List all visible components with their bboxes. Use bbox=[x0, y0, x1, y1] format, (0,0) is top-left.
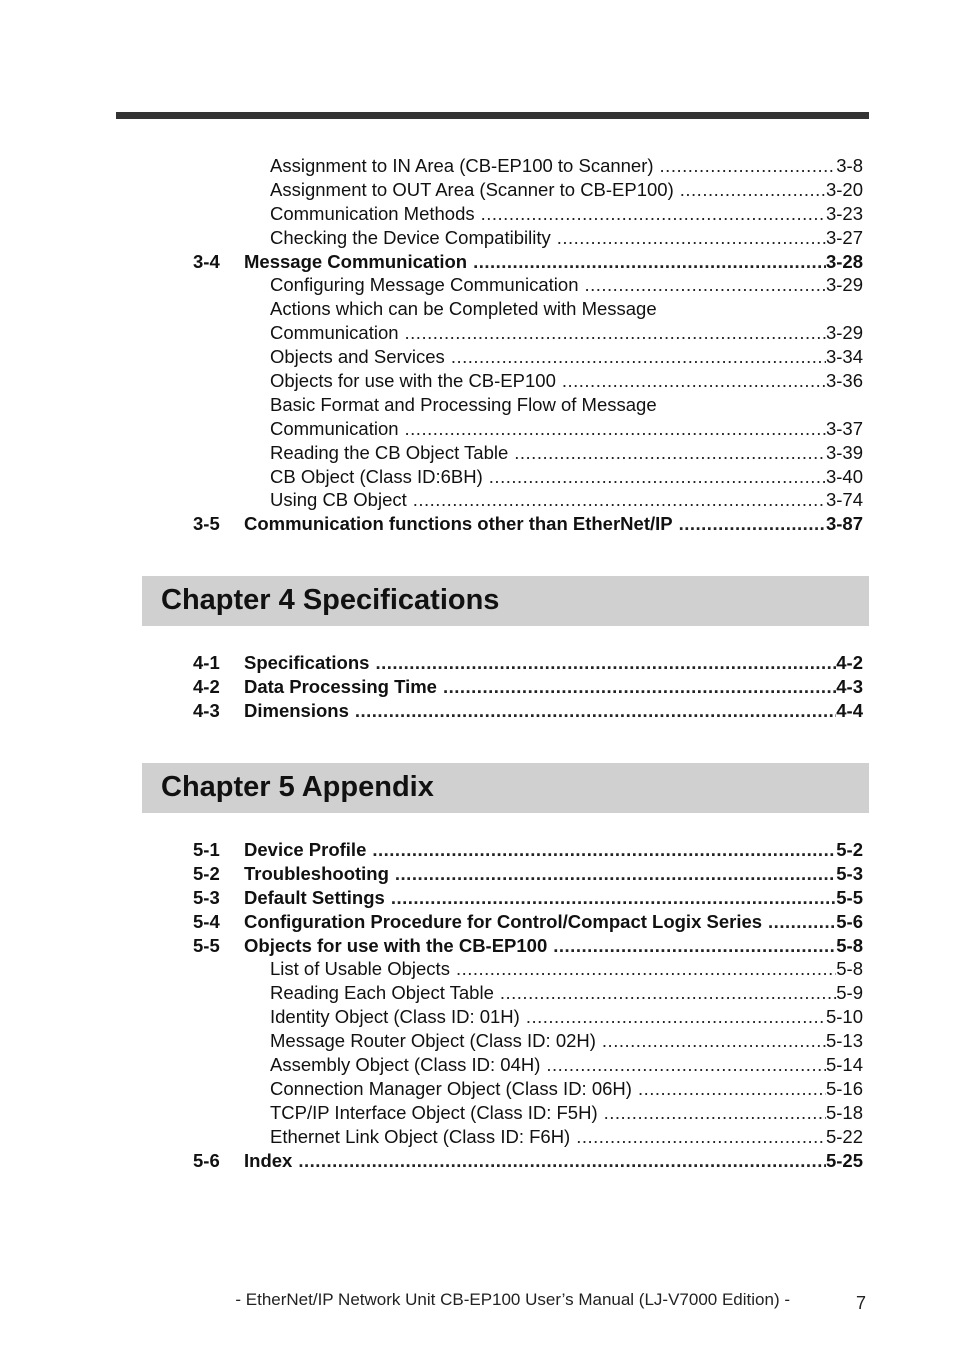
toc-leader-dots bbox=[349, 699, 836, 723]
toc-leader-dots bbox=[369, 651, 836, 675]
toc-entry-page: 3-27 bbox=[825, 226, 863, 248]
toc-leader-dots bbox=[540, 1053, 826, 1077]
toc-entry[interactable] bbox=[193, 910, 863, 934]
toc-entry-title: Troubleshooting bbox=[244, 862, 389, 884]
toc-entry[interactable] bbox=[193, 886, 863, 910]
toc-entry-page: 5-9 bbox=[836, 982, 863, 1004]
toc-entry-page: 5-3 bbox=[836, 862, 863, 884]
toc-leader-dots bbox=[399, 321, 826, 345]
toc-entry[interactable] bbox=[193, 1029, 863, 1053]
toc-entry-number: 5-4 bbox=[193, 910, 220, 932]
toc-entry[interactable] bbox=[193, 273, 863, 297]
toc-entry-title: Configuration Procedure for Control/Compact Logix Series bbox=[244, 910, 763, 932]
toc-leader-dots bbox=[292, 1149, 826, 1173]
toc-leader-dots bbox=[762, 910, 836, 934]
toc-leader-dots bbox=[467, 250, 826, 274]
toc-entry-title: Assignment to OUT Area (Scanner to CB-EP100) bbox=[270, 178, 674, 200]
toc-entry-title: List of Usable Objects bbox=[270, 958, 450, 980]
page-number: 7 bbox=[856, 1293, 867, 1313]
toc-entry-title: Connection Manager Object (Class ID: 06H) bbox=[270, 1077, 632, 1099]
toc-entry-page: 5-10 bbox=[825, 1006, 863, 1028]
toc-entry-number: 3-5 bbox=[193, 513, 220, 535]
toc-entry-page: 5-5 bbox=[836, 886, 863, 908]
toc-leader-dots bbox=[366, 838, 836, 862]
toc-entry-number: 5-1 bbox=[193, 839, 220, 860]
toc-entry-title: Message Communication bbox=[244, 250, 468, 272]
toc-leader-dots bbox=[407, 488, 826, 512]
toc-leader-dots bbox=[598, 1101, 826, 1125]
toc-entry-title: Configuring Message Communication bbox=[270, 274, 579, 296]
toc-entry-page: 3-29 bbox=[825, 322, 863, 344]
chapter-5-title: Chapter 5 Appendix bbox=[161, 771, 434, 803]
toc-entry[interactable] bbox=[193, 1125, 863, 1149]
toc-entry-page: 3-28 bbox=[825, 250, 863, 272]
toc-entry[interactable] bbox=[193, 1005, 863, 1029]
toc-entry-title: Assignment to IN Area (CB-EP100 to Scanner) bbox=[270, 155, 654, 176]
toc-entry-title: Default Settings bbox=[244, 886, 385, 908]
toc-leader-dots bbox=[508, 441, 826, 465]
toc-entry-title: Objects for use with the CB-EP100 bbox=[244, 934, 548, 956]
toc-entry-page: 5-13 bbox=[825, 1030, 863, 1052]
toc-entry[interactable] bbox=[193, 862, 863, 886]
toc-entry-page: 3-34 bbox=[825, 346, 863, 368]
toc-entry-page: 3-40 bbox=[825, 465, 863, 487]
top-rule bbox=[116, 112, 869, 119]
toc-section-3-continued bbox=[193, 154, 863, 536]
toc-leader-dots bbox=[596, 1029, 826, 1053]
toc-entry[interactable] bbox=[193, 465, 863, 489]
toc-entry[interactable] bbox=[193, 512, 863, 536]
toc-entry[interactable] bbox=[193, 1149, 863, 1173]
toc-leader-dots bbox=[654, 154, 837, 178]
toc-entry-page: 5-8 bbox=[836, 934, 863, 956]
toc-leader-dots bbox=[483, 465, 826, 489]
toc-entry-title: Using CB Object bbox=[270, 489, 407, 511]
toc-entry-title: Message Router Object (Class ID: 02H) bbox=[270, 1030, 596, 1052]
toc-entry[interactable] bbox=[193, 226, 863, 250]
toc-entry-page: 3-36 bbox=[825, 370, 863, 392]
toc-entry-title: Assembly Object (Class ID: 04H) bbox=[270, 1054, 541, 1076]
toc-leader-dots bbox=[437, 675, 836, 699]
toc-entry-number: 4-3 bbox=[193, 699, 220, 721]
toc-entry[interactable] bbox=[193, 957, 863, 981]
toc-entry[interactable] bbox=[193, 441, 863, 465]
footer-manual-title: - EtherNet/IP Network Unit CB-EP100 User’s Manual (LJ-V7000 Edition) - bbox=[235, 1290, 790, 1309]
chapter-4-title: Chapter 4 Specifications bbox=[161, 584, 500, 616]
toc-chapter-5 bbox=[193, 838, 863, 1172]
toc-leader-dots bbox=[578, 273, 825, 297]
toc-entry[interactable] bbox=[193, 488, 863, 512]
toc-entry-title: Reading the CB Object Table bbox=[270, 441, 509, 463]
toc-leader-dots bbox=[399, 417, 826, 441]
toc-entry-page: 3-8 bbox=[836, 155, 863, 176]
toc-entry-page: 5-8 bbox=[836, 958, 863, 980]
toc-leader-dots bbox=[520, 1005, 826, 1029]
toc-entry-page: 5-6 bbox=[836, 910, 863, 932]
toc-entry-page: 3-39 bbox=[825, 441, 863, 463]
toc-entry-page: 3-87 bbox=[825, 513, 863, 535]
toc-leader-dots bbox=[494, 981, 836, 1005]
toc-entry-page: 4-4 bbox=[836, 699, 863, 721]
toc-leader-dots bbox=[551, 226, 826, 250]
toc-entry-page: 5-2 bbox=[836, 839, 863, 860]
toc-entry-title: Data Processing Time bbox=[244, 675, 437, 697]
toc-leader-dots bbox=[445, 345, 826, 369]
toc-entry-page: 5-25 bbox=[825, 1149, 863, 1171]
toc-entry-page: 3-20 bbox=[825, 178, 863, 200]
toc-entry-title: Checking the Device Compatibility bbox=[270, 226, 551, 248]
toc-entry[interactable] bbox=[193, 321, 863, 345]
toc-entry[interactable] bbox=[193, 1053, 863, 1077]
toc-entry[interactable] bbox=[193, 934, 863, 958]
chapter-5-heading bbox=[142, 763, 869, 813]
toc-entry-title: Objects for use with the CB-EP100 bbox=[270, 370, 556, 392]
toc-entry[interactable] bbox=[193, 345, 863, 369]
toc-entry[interactable] bbox=[193, 417, 863, 441]
chapter-4-heading bbox=[142, 576, 869, 626]
toc-entry-title: Dimensions bbox=[244, 699, 349, 721]
toc-entry-page: 3-23 bbox=[825, 202, 863, 224]
toc-entry-page: 4-3 bbox=[836, 675, 863, 697]
toc-entry[interactable] bbox=[193, 651, 863, 675]
toc-leader-dots bbox=[632, 1077, 826, 1101]
toc-entry-page: 4-2 bbox=[836, 652, 863, 673]
toc-entry-title: Ethernet Link Object (Class ID: F6H) bbox=[270, 1125, 571, 1147]
toc-entry-page: 3-37 bbox=[825, 417, 863, 439]
toc-entry-title: Index bbox=[244, 1149, 293, 1171]
toc-entry[interactable] bbox=[193, 369, 863, 393]
toc-entry-title: Objects and Services bbox=[270, 346, 445, 368]
toc-leader-dots bbox=[389, 862, 836, 886]
toc-entry-title: Basic Format and Processing Flow of Message bbox=[270, 393, 657, 415]
toc-entry[interactable] bbox=[193, 393, 863, 417]
toc-entry-title: CB Object (Class ID:6BH) bbox=[270, 465, 483, 487]
toc-entry[interactable] bbox=[193, 178, 863, 202]
toc-entry[interactable] bbox=[193, 675, 863, 699]
toc-entry-page: 3-74 bbox=[825, 489, 863, 511]
toc-entry-title: Communication Methods bbox=[270, 202, 475, 224]
toc-entry-title: TCP/IP Interface Object (Class ID: F5H) bbox=[270, 1101, 598, 1123]
toc-entry-page: 5-16 bbox=[825, 1077, 863, 1099]
toc-entry-title: Communication bbox=[270, 417, 399, 439]
toc-entry-number: 4-1 bbox=[193, 652, 220, 673]
toc-leader-dots bbox=[556, 369, 826, 393]
toc-leader-dots bbox=[570, 1125, 826, 1149]
toc-entry-title: Communication functions other than EtherNet/IP bbox=[244, 513, 673, 535]
toc-entry-page: 5-22 bbox=[825, 1125, 863, 1147]
toc-entry-title: Specifications bbox=[244, 652, 370, 673]
toc-entry-page: 5-18 bbox=[825, 1101, 863, 1123]
toc-entry-number: 5-2 bbox=[193, 862, 220, 884]
toc-entry-number: 4-2 bbox=[193, 675, 220, 697]
toc-entry-page: 3-29 bbox=[825, 274, 863, 296]
toc-entry-title: Reading Each Object Table bbox=[270, 982, 494, 1004]
toc-entry-number: 5-3 bbox=[193, 886, 220, 908]
toc-entry[interactable] bbox=[193, 838, 863, 862]
toc-entry[interactable] bbox=[193, 1101, 863, 1125]
toc-entry[interactable] bbox=[193, 981, 863, 1005]
toc-leader-dots bbox=[475, 202, 826, 226]
toc-leader-dots bbox=[450, 957, 836, 981]
toc-entry[interactable] bbox=[193, 699, 863, 723]
toc-entry-title: Communication bbox=[270, 322, 399, 344]
toc-entry-title: Device Profile bbox=[244, 839, 367, 860]
toc-chapter-4 bbox=[193, 651, 863, 723]
toc-entry-title: Actions which can be Completed with Message bbox=[270, 298, 657, 320]
toc-entry-number: 5-5 bbox=[193, 934, 220, 956]
toc-entry[interactable] bbox=[193, 1077, 863, 1101]
toc-entry[interactable] bbox=[193, 250, 863, 274]
toc-entry-page: 5-14 bbox=[825, 1054, 863, 1076]
toc-entry[interactable] bbox=[193, 202, 863, 226]
toc-leader-dots bbox=[385, 886, 836, 910]
toc-entry-title: Identity Object (Class ID: 01H) bbox=[270, 1006, 520, 1028]
toc-entry-number: 3-4 bbox=[193, 250, 220, 272]
toc-leader-dots bbox=[674, 178, 826, 202]
toc-leader-dots bbox=[673, 512, 826, 536]
toc-entry-number: 5-6 bbox=[193, 1149, 220, 1171]
toc-leader-dots bbox=[547, 934, 836, 958]
toc-entry[interactable] bbox=[193, 154, 863, 178]
toc-entry[interactable] bbox=[193, 297, 863, 321]
